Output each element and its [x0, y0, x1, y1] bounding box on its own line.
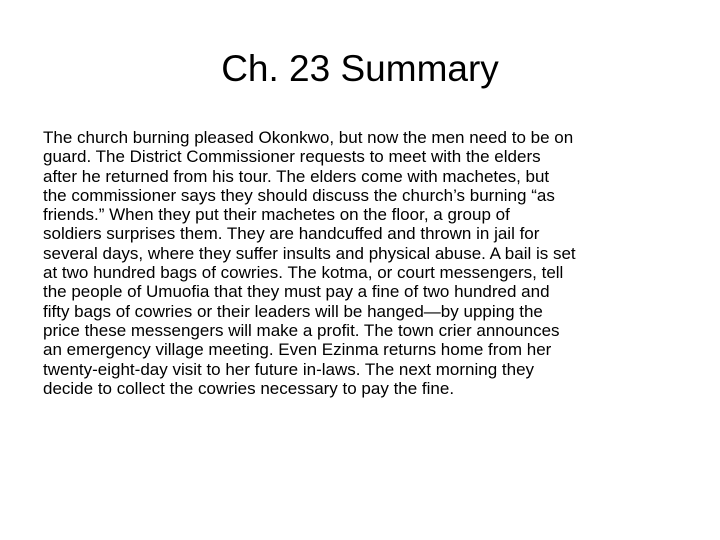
summary-line: guard. The District Commissioner requests to meet with the elders	[43, 147, 541, 167]
summary-line: decide to collect the cowries necessary to pay the fine.	[43, 378, 455, 398]
summary-line: friends.” When they put their machetes on the floor, a group of	[43, 205, 510, 225]
summary-line: the commissioner says they should discuss the church’s burning “as	[43, 185, 555, 205]
summary-line: twenty-eight-day visit to her future in-laws. The next morning they	[43, 359, 535, 379]
summary-line: after he returned from his tour. The elders come with machetes, but	[43, 166, 550, 186]
summary-line: The church burning pleased Okonkwo, but now the men need to be on	[43, 128, 574, 147]
summary-line: soldiers surprises them. They are handcuffed and thrown in jail for	[43, 224, 540, 244]
summary-line: fifty bags of cowries or their leaders will be hanged—by upping the	[43, 301, 543, 321]
summary-line: at two hundred bags of cowries. The kotma, or court messengers, tell	[43, 263, 564, 283]
summary-line: several days, where they suffer insults and physical abuse. A bail is set	[43, 243, 576, 263]
summary-line: the people of Umuofia that they must pay a fine of two hundred and	[43, 282, 550, 302]
slide-title: Ch. 23 Summary	[221, 48, 499, 89]
summary-line: price these messengers will make a profit. The town crier announces	[43, 320, 560, 340]
summary-paragraph	[43, 128, 693, 398]
summary-line: an emergency village meeting. Even Ezinma returns home from her	[43, 340, 552, 360]
